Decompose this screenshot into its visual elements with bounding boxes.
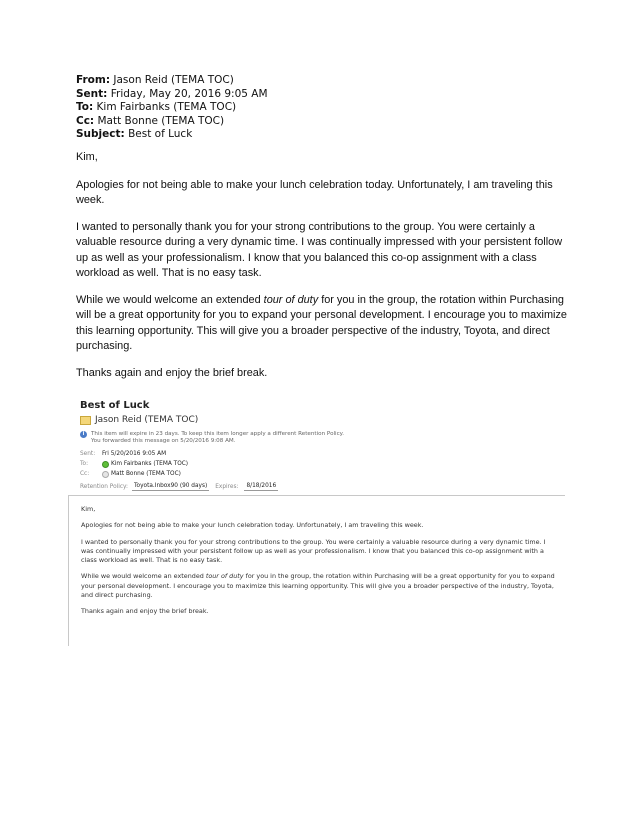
screenshot-rotation-start: While we would welcome an extended xyxy=(81,572,206,581)
screenshot-message-body xyxy=(81,505,559,624)
retention-policy-label: Retention Policy: xyxy=(80,483,128,490)
sent-row xyxy=(76,88,576,102)
screenshot-message-pane xyxy=(68,495,565,646)
presence-available-icon xyxy=(102,461,109,468)
subject-row xyxy=(76,128,576,142)
retention-info xyxy=(80,431,344,445)
screenshot-to-row xyxy=(80,460,188,468)
greeting: Kim, xyxy=(76,151,98,163)
closing-line: Thanks again and enjoy the brief break. xyxy=(76,366,268,379)
screenshot-to-label: To: xyxy=(80,461,89,467)
subject-value: Best of Luck xyxy=(128,128,193,141)
tour-of-duty-emphasis: tour of duty xyxy=(263,293,319,306)
to-value: Kim Fairbanks (TEMA TOC) xyxy=(96,101,237,114)
paragraph-rotation-start: While we would welcome an extended xyxy=(76,293,264,306)
screenshot-to-value[interactable]: Kim Fairbanks (TEMA TOC) xyxy=(111,461,189,467)
retention-info-line2: You forwarded this message on 5/20/2016 9:08 AM. xyxy=(91,438,236,444)
cc-value: Matt Bonne (TEMA TOC) xyxy=(97,114,225,127)
screenshot-sent-row xyxy=(80,450,166,458)
envelope-icon xyxy=(80,416,91,425)
screenshot-paragraph-thanks: I wanted to personally thank you for your strong contributions to the group. You were certainly a valuable resource during a very dynamic time. I was continually impressed with your persistent follow up as well as your professionalism. I know that you balanced this co-op assignment with a class workload as well. That is no easy task. xyxy=(81,537,546,565)
subject-label: Subject: xyxy=(76,128,125,141)
sent-value: Friday, May 20, 2016 9:05 AM xyxy=(110,87,268,100)
from-label: From: xyxy=(76,74,111,86)
screenshot-sent-value: Fri 5/20/2016 9:05 AM xyxy=(102,451,167,457)
screenshot-subject: Best of Luck xyxy=(80,400,150,411)
screenshot-paragraph-apology: Apologies for not being able to make your lunch celebration today. Unfortunately, I am traveling this week. xyxy=(81,521,424,530)
email-body xyxy=(76,150,572,392)
retention-info-line1: This item will expire in 23 days. To keep this item longer apply a different Retention Policy. xyxy=(91,431,344,437)
to-label: To: xyxy=(76,101,94,114)
sent-label: Sent: xyxy=(76,87,108,100)
email-header xyxy=(76,74,576,142)
outlook-screenshot xyxy=(66,398,566,646)
screenshot-sent-label: Sent: xyxy=(80,451,96,457)
to-row xyxy=(76,101,576,115)
cc-label: Cc: xyxy=(76,114,95,127)
from-value: Jason Reid (TEMA TOC) xyxy=(113,74,234,86)
from-row xyxy=(76,74,576,88)
screenshot-greeting: Kim, xyxy=(81,505,96,513)
presence-unknown-icon xyxy=(102,471,109,478)
screenshot-rotation-end: for you in the group, the rotation within Purchasing will be a great opportunity for you to expand your personal development. I encourage you to maximize this learning opportunity. This will give you a broader perspective of the industry, Toyota, and direct purchasing. xyxy=(81,572,555,600)
retention-policy-value[interactable]: Toyota.Inbox90 (90 days) xyxy=(134,483,208,489)
paragraph-apology: Apologies for not being able to make your lunch celebration today. Unfortunately, I am traveling this week. xyxy=(76,178,553,206)
paragraph-thanks: I wanted to personally thank you for your strong contributions to the group. You were certainly a valuable resource during a very dynamic time. I was continually impressed with your persistent follow up as well as your professionalism. I know that you balanced this co-op assignment with a class workload as well. That is no easy task. xyxy=(76,220,563,279)
expires-label: Expires: xyxy=(215,483,239,490)
screenshot-cc-label: Cc: xyxy=(80,471,90,477)
cc-row xyxy=(76,115,576,129)
screenshot-tour-of-duty: tour of duty xyxy=(205,572,244,581)
screenshot-policy-row xyxy=(80,482,278,491)
screenshot-closing: Thanks again and enjoy the brief break. xyxy=(81,607,209,616)
screenshot-cc-value[interactable]: Matt Bonne (TEMA TOC) xyxy=(111,471,181,477)
expires-value: 8/18/2016 xyxy=(246,483,277,489)
screenshot-paragraph-rotation xyxy=(81,572,559,600)
info-icon: i xyxy=(80,431,87,438)
screenshot-sender xyxy=(80,415,198,425)
screenshot-cc-row xyxy=(80,470,181,478)
paragraph-rotation-end: for you in the group, the rotation within Purchasing will be a great opportunity for you to expand your personal development. I encourage you to maximize this learning opportunity. This will give you a broader perspective of the industry, Toyota, and direct purchasing. xyxy=(76,293,567,352)
screenshot-sender-name: Jason Reid (TEMA TOC) xyxy=(95,415,199,425)
paragraph-rotation xyxy=(76,293,572,355)
